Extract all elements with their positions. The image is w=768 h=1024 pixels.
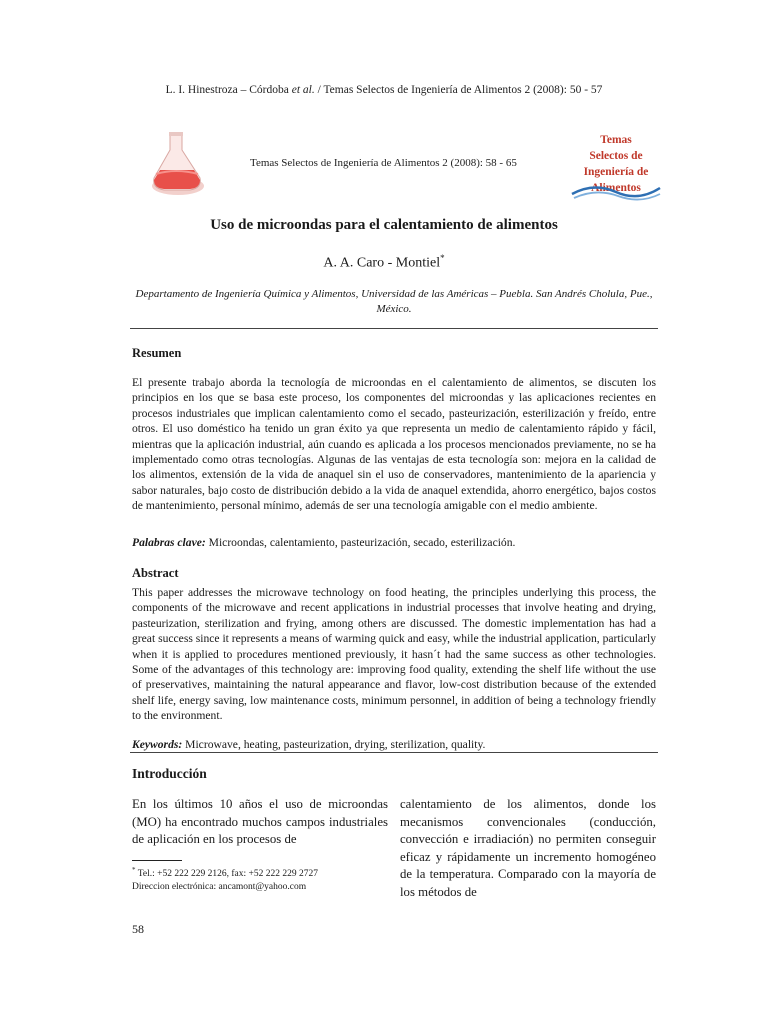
intro-right-column: calentamiento de los alimentos, donde los mecanismos convencionales (conducción, convección e irradiación) no permiten conseguir eficaz y rápidamente un incremento homogéneo de la temperatura. Comparado con la mayoría de los métodos de: [400, 797, 656, 899]
logo-line-4: Alimentos: [591, 182, 641, 194]
article-title: Uso de microondas para el calentamiento de alimentos: [210, 217, 558, 233]
logo-line-3: Ingeniería de: [583, 166, 649, 178]
footnote: [132, 864, 388, 894]
introduction-heading: Introducción: [132, 766, 207, 781]
keywords-values: Microwave, heating, pasteurization, drying, sterilization, quality.: [185, 738, 486, 751]
footnote-rule: [132, 860, 182, 861]
journal-citation: Temas Selectos de Ingeniería de Alimentos 2 (2008): 58 - 65: [250, 157, 517, 169]
author-name: A. A. Caro - Montiel: [323, 255, 441, 271]
resumen-heading: Resumen: [132, 346, 182, 360]
palabras-clave-label: Palabras clave:: [132, 536, 206, 549]
divider-bottom: [130, 752, 658, 753]
logo-line-2: Selectos de: [589, 150, 643, 162]
palabras-clave: [132, 536, 656, 549]
intro-left-column: En los últimos 10 años el uso de microondas (MO) ha encontrado muchos campos industriales de aplicación en los procesos de: [132, 797, 388, 846]
wave-icon: [570, 180, 662, 202]
keywords-label: Keywords:: [132, 738, 183, 751]
footnote-phone-line: [132, 864, 388, 881]
page-number: 58: [132, 922, 144, 936]
resumen-text: El presente trabajo aborda la tecnología de microondas en el calentamiento de alimentos, se discuten los principios en los que se basa este proceso, los componentes del microondas y las aplicaciones recientes en procesos industriales que implican calentamiento como el secado, pasteurización, esterilización y freído, entre otros. El uso doméstico ha tenido un gran éxito ya que representa un medio de calentamiento rápido y fácil, mientras que la aplicación industrial, aún cuando es aplicada a los procesos mencionados previamente, no se ha implementado como otras tecnologías. Algunas de las ventajas de esta tecnología son: mejora en la calidad de los alimentos, extensión de la vida de anaquel sin el uso de conservadores, mantenimiento de la apariencia y sabor naturales, bajo costo de distribución debido a la vida de anaquel extendida, ahorro energético, bajos costos de mantenimiento, personal mínimo, además de ser una tecnología amigable con el medio ambiente.: [132, 376, 656, 513]
affiliation: Departamento de Ingeniería Química y Alimentos, Universidad de las Américas – Puebla. San Andrés Cholula, Pue., México.: [135, 288, 653, 315]
author-line: [0, 253, 768, 272]
keywords: [132, 738, 656, 751]
author-mark: *: [440, 253, 445, 263]
running-head-citation: / Temas Selectos de Ingeniería de Alimentos 2 (2008): 50 - 57: [317, 84, 603, 96]
running-head-etal: et al.: [291, 84, 315, 96]
journal-logo: [570, 132, 662, 204]
footnote-phone: Tel.: +52 222 229 2126, fax: +52 222 229 2727: [137, 869, 318, 880]
palabras-clave-values: Microondas, calentamiento, pasteurización, secado, esterilización.: [208, 536, 516, 549]
logo-line-1: Temas: [600, 134, 632, 146]
running-head-authors: L. I. Hinestroza – Córdoba: [165, 84, 289, 96]
flask-icon: [140, 128, 212, 200]
divider-top: [130, 328, 658, 329]
abstract-text: This paper addresses the microwave technology on food heating, the principles underlying this process, the components of the microwave and recent applications in industrial processes that involve heating and drying, pasteurization, sterilization and frying, among others are discussed. The domestic implementation has had a great success since it represents a means of warming quick and easy, while the industrial application, particularly when it is applied to procedures mentioned previously, it hasn´t had the same success as other technologies. Some of the advantages of this technology are: improving food quality, extending the shelf life without the use of preservatives, maintaining the natural appearance and flavor, low-cost distribution because of the extended shelf life, energy saving, low maintenance costs, minimum personnel, in addition of being a technology friendly to the environment.: [132, 586, 657, 723]
running-head: [0, 84, 768, 96]
footnote-email: Direccion electrónica: ancamont@yahoo.com: [132, 882, 307, 893]
footnote-mark: *: [132, 866, 136, 874]
abstract-heading: Abstract: [132, 566, 179, 580]
